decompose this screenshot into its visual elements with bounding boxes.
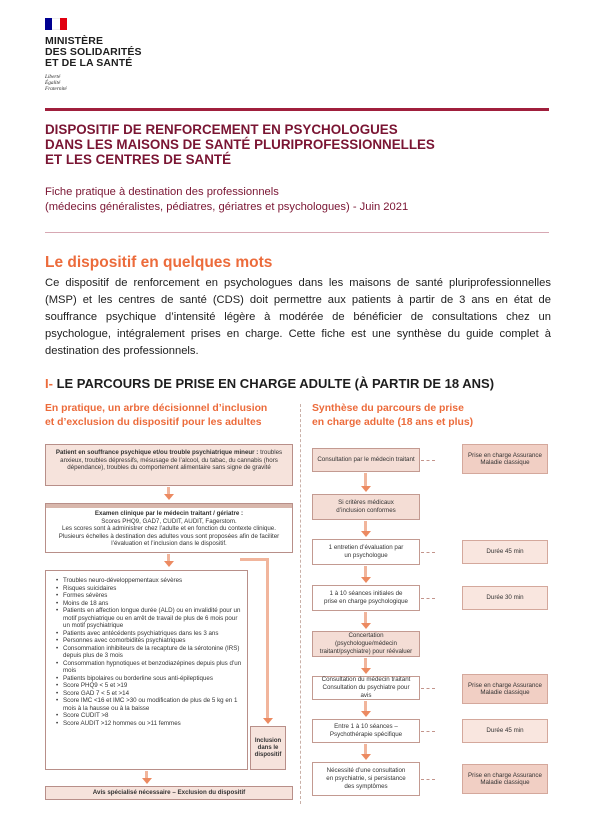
patient-box: [45, 444, 293, 486]
flow-step-sessions: 1 à 10 séances initiales de prise en charge psychologique: [312, 585, 420, 611]
exam-box-line: Les scores sont à administrer chez l’adulte et en fonction du contexte clinique. Plusieurs échelles à destination des adultes vous sont proposées afin de faciliter l’évaluation et l’inclusion dans le dispositif.: [58, 525, 280, 547]
document-subtitle: [45, 185, 555, 215]
criteria-item: • Patients bipolaires ou borderline sous anti-épileptiques: [56, 675, 243, 683]
section-heading-text: LE PARCOURS DE PRISE EN CHARGE ADULTE (À PARTIR DE 18 ANS): [56, 376, 495, 391]
flow-step-evaluation: 1 entretien d’évaluation par un psychologue: [312, 539, 420, 565]
republic-flag-logo: [45, 18, 67, 30]
patient-box-bold: Patient en souffrance psychique et/ou trouble psychiatrique mineur :: [55, 449, 259, 456]
side-note-assurance: Prise en charge Assurance Maladie classique: [462, 444, 548, 474]
intro-heading: Le dispositif en quelques mots: [45, 254, 273, 271]
arrow-down-icon: [164, 561, 174, 567]
dashed-link: [421, 552, 435, 553]
ministry-name: [45, 36, 142, 69]
dashed-link: [421, 598, 435, 599]
dashed-link: [421, 688, 435, 689]
patient-box-text: troubles anxieux, troubles dépressifs, mésusage de l’alcool, du tabac, du cannabis (hors dépendance), troubles du comportement alimentaire sans signe de gravité: [60, 449, 283, 471]
arrow-down-icon: [263, 718, 273, 724]
criteria-item: • Patients avec antécédents psychiatriques dans les 3 ans: [56, 630, 243, 638]
criteria-item: • Formes sévères: [56, 592, 243, 600]
flow-step-psychotherapy: Entre 1 à 10 séances – Psychothérapie spécifique: [312, 719, 420, 743]
exam-box: [45, 503, 293, 553]
title-line: DANS LES MAISONS DE SANTÉ PLURIPROFESSIONNELLES: [45, 137, 435, 152]
side-note-duration: Durée 45 min: [462, 719, 548, 743]
flow-connector: [266, 558, 269, 718]
criteria-item: • Consommation hypnotiques et benzodiazépines depuis plus d’un mois: [56, 660, 243, 675]
exclusion-criteria-box: [45, 570, 248, 770]
right-column-title: [312, 402, 473, 430]
left-title-line: En pratique, un arbre décisionnel d’inclusion: [45, 403, 268, 414]
left-column-title: [45, 402, 267, 430]
criteria-item: • Consommation inhibiteurs de la recapture de la sérotonine (IRS) depuis plus de 3 mois: [56, 645, 243, 660]
intro-paragraph: Ce dispositif de renforcement en psychologues dans les maisons de santé pluriprofessionnelles (MSP) et les centres de santé (CDS) doit permettre aux patients à partir de 3 ans en état de souffrance psychique d’intensité légère à modérée de bénéficier de consultations chez un psychologue, intégralement prises en charge. Cette fiche est une synthèse du guide complet à destination des professionnels.: [45, 277, 551, 357]
title-divider: [45, 108, 549, 111]
republic-motto: [45, 74, 67, 92]
criteria-item: • Score GAD 7 < 5 et >14: [56, 690, 243, 698]
side-note-assurance: Prise en charge Assurance Maladie classique: [462, 674, 548, 704]
adult-section-heading: [45, 376, 494, 391]
flow-step-psychiatry: Nécessité d’une consultation en psychiatrie, si persistance des symptômes: [312, 762, 420, 796]
arrow-down-icon: [361, 486, 371, 492]
dashed-link: [421, 731, 435, 732]
arrow-down-icon: [361, 668, 371, 674]
left-title-line: et d’exclusion du dispositif pour les adultes: [45, 417, 262, 428]
section-divider: [45, 232, 549, 233]
exam-box-line: Scores PHQ9, GAD7, CUDIT, AUDIT, Fagerstom.: [101, 517, 237, 525]
flow-connector: [240, 558, 267, 561]
subtitle-line: Fiche pratique à destination des professionnels: [45, 186, 279, 198]
motto-line: Liberté: [45, 74, 61, 80]
criteria-item: • Score AUDIT >12 hommes ou >11 femmes: [56, 720, 243, 728]
criteria-item: • Score CUDIT >8: [56, 712, 243, 720]
ministry-line: DES SOLIDARITÉS: [45, 46, 142, 58]
inclusion-box: Inclusion dans le dispositif: [250, 726, 286, 770]
arrow-down-icon: [361, 577, 371, 583]
title-line: DISPOSITIF DE RENFORCEMENT EN PSYCHOLOGUES: [45, 122, 398, 137]
subtitle-line: (médecins généralistes, pédiatres, gériatres et psychologues) - Juin 2021: [45, 201, 409, 213]
arrow-down-icon: [361, 623, 371, 629]
flow-step-reconsultation: Consultation du médecin traitant Consultation du psychiatre pour avis: [312, 676, 420, 700]
section-number: I-: [45, 376, 53, 391]
motto-line: Fraternité: [45, 86, 67, 92]
exclusion-footer: Avis spécialisé nécessaire – Exclusion du dispositif: [45, 786, 293, 800]
criteria-item: • Troubles neuro-développementaux sévères: [56, 577, 243, 585]
column-separator: [300, 404, 301, 804]
exam-box-title: Examen clinique par le médecin traitant / gériatre :: [94, 510, 244, 517]
right-title-line: Synthèse du parcours de prise: [312, 403, 464, 414]
exam-box-bar: [46, 504, 292, 508]
right-title-line: en charge adulte (18 ans et plus): [312, 417, 474, 428]
arrow-down-icon: [361, 531, 371, 537]
flow-step-consultation: Consultation par le médecin traitant: [312, 448, 420, 472]
criteria-item: • Score IMC <16 et IMC >30 ou modification de plus de 5 kg en 1 mois à la hausse ou à la baisse: [56, 697, 243, 712]
criteria-item: • Patients en affection longue durée (ALD) ou en invalidité pour un motif psychiatrique ou en arrêt de travail de plus de 6 mois pour un motif psychiatrique: [56, 607, 243, 630]
document-title: [45, 122, 555, 167]
ministry-line: ET DE LA SANTÉ: [45, 57, 133, 69]
side-note-duration: Durée 45 min: [462, 540, 548, 564]
title-line: ET LES CENTRES DE SANTÉ: [45, 152, 232, 167]
flow-step-inclusion: Si critères médicaux d’inclusion conformes: [312, 494, 420, 520]
criteria-item: • Risques suicidaires: [56, 585, 243, 593]
criteria-item: • Moins de 18 ans: [56, 600, 243, 608]
flow-step-concertation: Concertation (psychologue/médecin traitant/psychiatre) pour réévaluer: [312, 631, 420, 657]
dashed-link: [421, 460, 435, 461]
ministry-line: MINISTÈRE: [45, 35, 104, 47]
criteria-item: • Score PHQ9 < 5 et >19: [56, 682, 243, 690]
side-note-duration: Durée 30 min: [462, 586, 548, 610]
motto-line: Égalité: [45, 80, 61, 86]
criteria-list: [50, 577, 243, 727]
side-note-assurance: Prise en charge Assurance Maladie classique: [462, 764, 548, 794]
arrow-down-icon: [164, 494, 174, 500]
criteria-item: • Personnes avec comorbidités psychiatriques: [56, 637, 243, 645]
arrow-down-icon: [142, 778, 152, 784]
arrow-down-icon: [361, 711, 371, 717]
arrow-down-icon: [361, 754, 371, 760]
dashed-link: [421, 779, 435, 780]
